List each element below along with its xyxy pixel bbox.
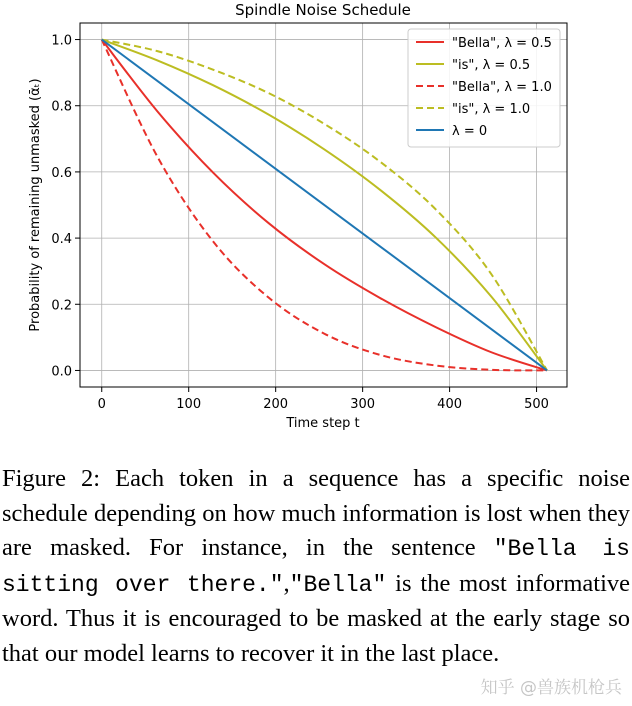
y-tick-label: 0.4 — [51, 232, 72, 248]
x-tick-label: 300 — [350, 397, 376, 412]
legend-label-3: "Bella", λ = 1.0 — [452, 80, 552, 95]
y-tick-label: 0.8 — [51, 99, 72, 115]
legend-label-2: "is", λ = 0.5 — [452, 58, 531, 73]
caption-comma: , — [283, 569, 290, 597]
figure-caption — [2, 462, 630, 671]
x-tick-label: 200 — [263, 397, 289, 412]
x-axis-title: Time step t — [286, 416, 360, 431]
y-axis-title: Probability of remaining unmasked (ᾱₜ) — [28, 78, 43, 332]
x-tick-label: 100 — [176, 397, 202, 412]
y-tick-label: 0.2 — [51, 298, 72, 314]
watermark: 知乎 @兽族机枪兵 — [480, 678, 622, 698]
legend-label-4: "is", λ = 1.0 — [452, 102, 531, 117]
caption-text-2: is the most informative word. Thus it is encouraged to be masked at the early stage so that our model learns to recover it in the last place. — [2, 569, 631, 667]
y-tick-label: 1.0 — [51, 33, 72, 49]
y-tick-label: 0.0 — [51, 364, 72, 380]
caption-text-1: Figure 2: Each token in a sequence has a specific noise schedule depending on how much information is lost when they are masked. For instance, in the sentence — [2, 465, 630, 561]
legend-label-5: λ = 0 — [452, 124, 488, 139]
chart-title: Spindle Noise Schedule — [235, 1, 411, 19]
y-tick-label: 0.6 — [51, 165, 72, 181]
x-tick-label: 0 — [97, 397, 106, 412]
legend — [408, 29, 560, 147]
caption-example-sentence: "Bella is sitting over there." — [2, 536, 630, 598]
legend-label-1: "Bella", λ = 0.5 — [452, 36, 552, 51]
x-tick-label: 400 — [437, 397, 463, 412]
caption-example-word: "Bella" — [289, 571, 387, 598]
x-tick-label: 500 — [524, 397, 549, 412]
